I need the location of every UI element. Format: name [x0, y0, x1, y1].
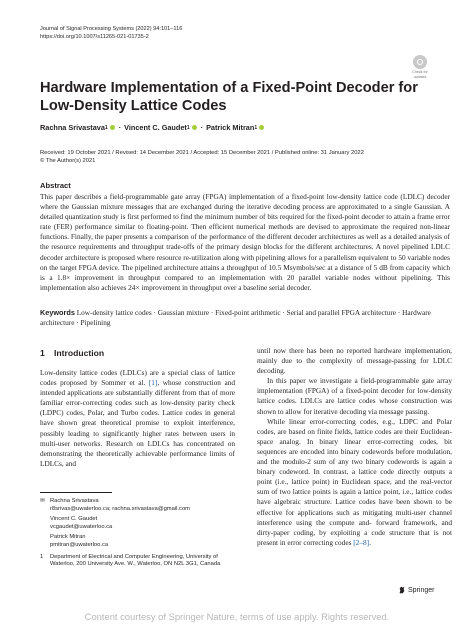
orcid-icon[interactable] — [192, 125, 197, 130]
affiliation-text: Department of Electrical and Computer Engineering, University of Waterloo, 200 University Ave. W., Waterloo, ON N2L 3G1, Canada — [50, 553, 221, 568]
paragraph-text: . — [369, 537, 371, 547]
paragraph: until now there has been no reported hardware implementation, mainly due to the complexity of message-passing for LDLC decoding. — [257, 346, 452, 376]
author-name[interactable]: Rachna Srivastava — [40, 123, 105, 132]
badge-label-1: Check for — [412, 70, 428, 74]
abstract-heading: Abstract — [40, 181, 71, 190]
footnotes — [40, 498, 235, 569]
contact-author — [40, 534, 235, 549]
affiliation-mark: 1 — [40, 553, 44, 560]
copyright-line: © The Author(s) 2021 — [40, 157, 96, 164]
contact-name: Vincent C. Gaudet — [50, 516, 98, 523]
contact-author — [40, 516, 235, 531]
author-affiliation-mark: 1 — [254, 124, 258, 131]
courtesy-notice: Content courtesy of Springer Nature, terms of use apply. Rights reserved. — [84, 611, 390, 622]
author-name[interactable]: Vincent C. Gaudet — [124, 123, 187, 132]
paper-title: Hardware Implementation of a Fixed-Point Decoder for Low-Density Lattice Codes — [40, 80, 418, 114]
keywords — [40, 308, 450, 328]
contact-email[interactable]: pmitran@uwaterloo.ca — [50, 541, 109, 548]
abstract-text: This paper describes a field-programmable gate array (FPGA) implementation of a fixed-point low-density lattice code (LDLC) decoder where the Gaussian mixture messages that are exchanged during the iterative decoding process are approximated to a single Gaussian. A detailed quantization study is first performed to find the minimum number of bits required for the fixed-point decoder to attain a frame error rate (FER) performance similar to floating-point. Then efficient numerical methods are devised to approximate the required non-linear functions. Finally, the paper presents a comparison of the performance of the different decoder architectures as well as a detailed analysis of the resource requirements and throughput trade-offs of the primary design blocks for the different architectures. A novel pipelined LDLC decoder architecture is proposed where resource re-utilization along with pipelining allows for a parallelism equivalent to 50 variable nodes on the target FPGA device. The pipelined architecture attains a throughput of 10.5 Msymbols/sec at a distance of 5 dB from capacity which is a 1.8× improvement in throughput compared to an implementation with 20 parallel variable nodes without pipelining. This implementation also achieves 24× improvement in throughput over a baseline serial decoder. — [40, 192, 450, 292]
left-column-text — [40, 368, 235, 469]
contact-name: Rachna Srivastava — [50, 498, 99, 504]
affiliation — [40, 554, 235, 569]
author-name[interactable]: Patrick Mitran — [206, 123, 255, 132]
orcid-icon[interactable] — [110, 125, 115, 130]
contact-email[interactable]: r8srivas@uwaterloo.ca; rachna.srivastava@gmail.com — [50, 505, 190, 512]
doi-link[interactable]: https://doi.org/10.1007/s11265-021-01735-2 — [40, 34, 149, 40]
section-number: 1 — [40, 348, 45, 358]
keywords-label: Keywords — [40, 308, 75, 317]
publication-dates — [40, 150, 450, 166]
journal-header — [40, 25, 182, 41]
contact-name: Patrick Mitran — [50, 534, 86, 541]
keywords-text: Low-density lattice codes · Gaussian mixture · Fixed-point arithmetic · Serial and parallel FPGA architecture · Hardware architecture · Pipelining — [40, 308, 431, 328]
paragraph-text: Low-density lattice codes (LDLCs) are a special class of lattice codes proposed by Sommer et al. — [40, 368, 235, 388]
citation-link[interactable]: [1] — [148, 378, 158, 388]
publisher-logo — [398, 586, 434, 594]
author-list — [40, 123, 450, 132]
author-affiliation-mark: 1 — [186, 124, 190, 131]
check-for-updates-icon — [413, 55, 427, 69]
paragraph — [257, 417, 452, 548]
author-separator: · — [200, 123, 204, 132]
envelope-icon: ✉ — [40, 498, 45, 504]
paragraph-text: , whose construction and intended applications are substantially different from that of more familiar error-correcting codes such as low-density parity check (LDPC) codes, Polar, and Turbo codes. Lattice codes in general have shown great theoretical promise to exploit interference, possibly leading to significantly higher rates between users in multi-user networks. Research on LDLCs has concentrated on demonstrating the theoretically achievable performance limits of LDLCs, and — [40, 378, 235, 468]
section-heading — [40, 348, 104, 358]
author-affiliation-mark: 1 — [104, 124, 108, 131]
journal-citation: Journal of Signal Processing Systems (2022) 94:101–116 — [40, 26, 183, 32]
paragraph-text: While linear error-correcting codes, e.g., LDPC and Polar codes, are based on finite fields, lattice codes are their Euclidean-space analog. In binary linear error-correcting codes, bit sequences are encoded into binary codewords before modulation, and the modulo-2 sum of any two binary codewords is again a binary codeword. In contrast, a lattice code directly outputs a point (i.e., lattice point) in Euclidean space, and the real-vector sum of two lattice points is again a lattice point, i.e., lattice codes have algebraic structure. Lattice codes have been shown to be effective for applications such as mitigating multi-user channel interference using the compute and- forward framework, and dirty-paper coding, by exploiting a code structure that is not present in error correcting codes — [257, 416, 452, 547]
springer-horse-icon — [398, 586, 406, 594]
history-dates: Received: 19 October 2021 / Revised: 14 December 2021 / Accepted: 15 December 2021 / Published online: 31 January 2022 — [40, 150, 364, 156]
citation-link[interactable]: [2–8] — [353, 537, 370, 547]
contact-email[interactable]: vcgaudet@uwaterloo.ca — [50, 523, 113, 530]
contact-author — [40, 498, 235, 513]
check-for-updates-badge[interactable] — [409, 55, 431, 79]
right-column-text — [257, 346, 452, 548]
paragraph: In this paper we investigate a field-programmable gate array implementation (FPGA) of a fixed-point decoder for low-density lattice codes. LDLCs are lattice codes whose construction was shown to allow for iterative decoding via message passing. — [257, 376, 452, 416]
author-separator: · — [118, 123, 122, 132]
badge-label-2: updates — [413, 75, 427, 80]
footnote-rule — [40, 492, 112, 493]
publisher-name: Springer — [408, 586, 435, 594]
section-title: Introduction — [54, 348, 105, 358]
orcid-icon[interactable] — [259, 125, 264, 130]
